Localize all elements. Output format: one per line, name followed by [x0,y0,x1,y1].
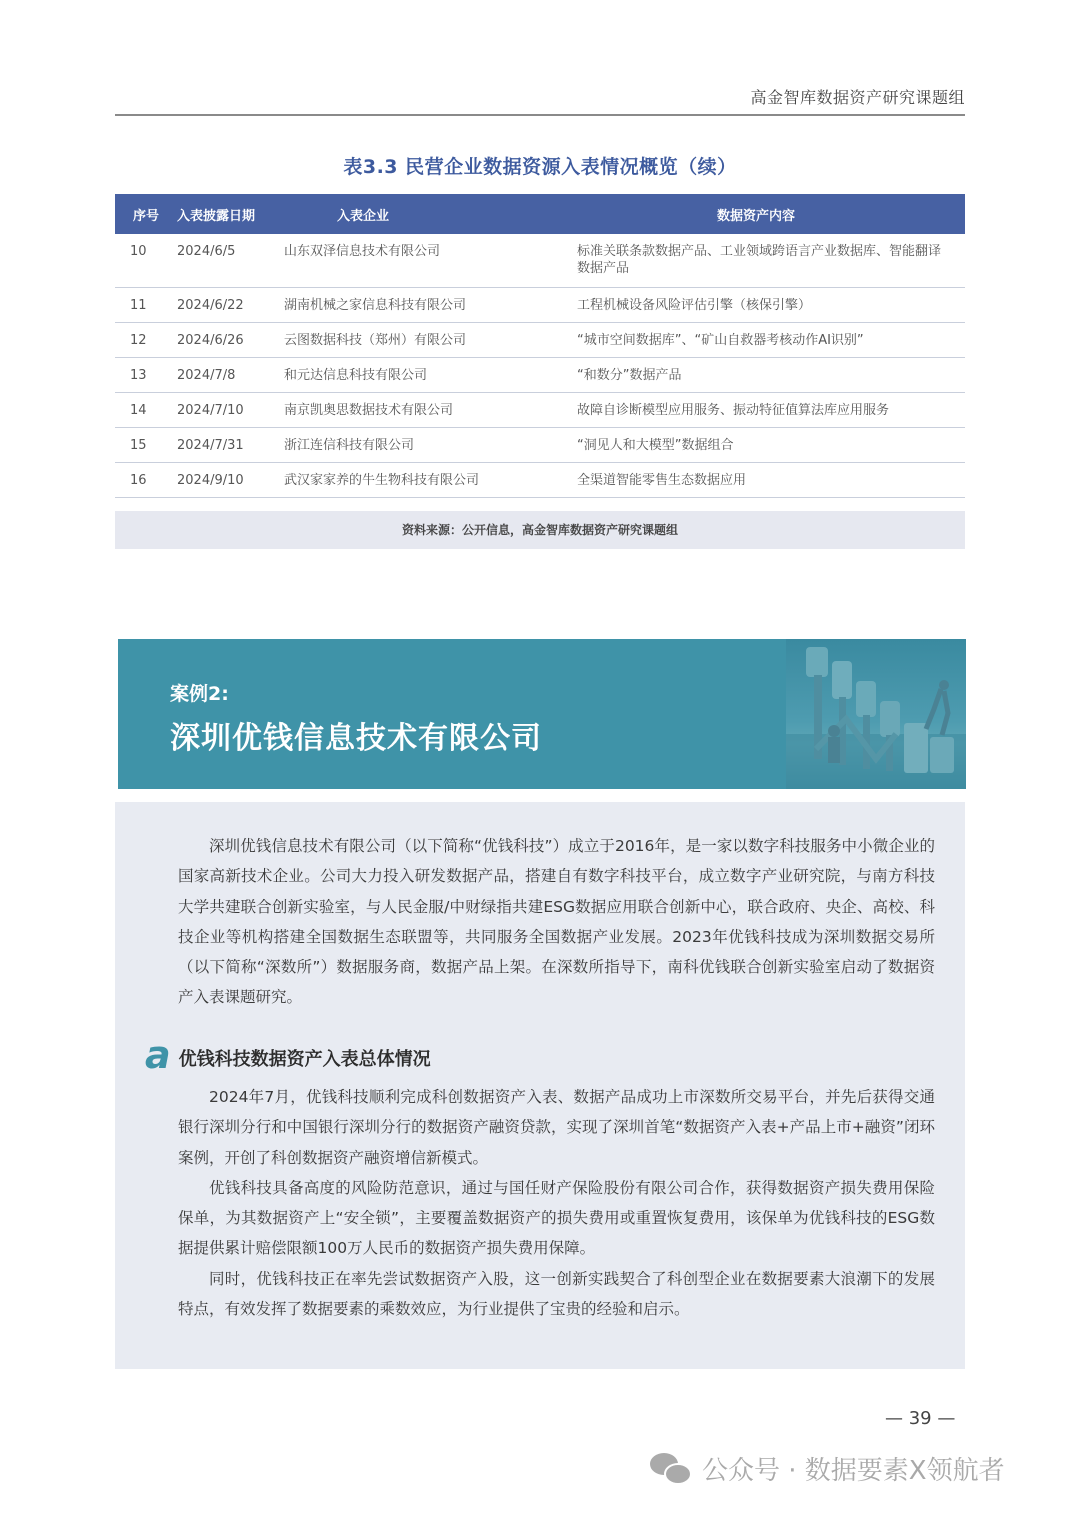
cell-company: 南京凯奥思数据技术有限公司 [284,392,577,427]
cell-company: 山东双泽信息技术有限公司 [284,234,577,287]
cell-content: “洞见人和大模型”数据组合 [577,427,965,462]
section-paragraph: 优钱科技具备高度的风险防范意识，通过与国任财产保险股份有限公司合作，获得数据资产损失费用保险保单，为其数据资产上“安全锁”，主要覆盖数据资产的损失费用或重置恢复费用，该保单为优钱科技的ESG数据提供累计赔偿限额100万人民币的数据资产损失费用保障。 [178,1178,935,1258]
cell-no: 13 [115,357,177,392]
cell-date: 2024/9/10 [177,462,284,497]
cell-date: 2024/7/31 [177,427,284,462]
cell-company: 武汉家家养的牛生物科技有限公司 [284,462,577,497]
cell-date: 2024/6/5 [177,234,284,287]
running-header [115,84,965,116]
cell-date: 2024/7/8 [177,357,284,392]
table-row [115,287,965,322]
section-paragraph: 同时，优钱科技正在率先尝试数据资产入股，这一创新实践契合了科创型企业在数据要素大浪潮下的发展特点，有效发挥了数据要素的乘数效应，为行业提供了宝贵的经验和启示。 [178,1269,935,1319]
cell-content: “城市空间数据库”、“矿山自救器考核动作AI识别” [577,322,965,357]
page-number: — 39 — [885,1408,956,1429]
cell-content: “和数分”数据产品 [577,357,965,392]
cell-content: 标准关联条款数据产品、工业领域跨语言产业数据库、智能翻译数据产品 [577,234,965,287]
coins-illustration-image [786,639,966,789]
cell-date: 2024/7/10 [177,392,284,427]
cell-company: 和元达信息科技有限公司 [284,357,577,392]
enterprise-data-table [115,194,965,498]
cell-no: 16 [115,462,177,497]
table-row [115,357,965,392]
table-row [115,462,965,497]
section-heading [145,1033,431,1077]
wechat-icon [650,1451,696,1487]
col-header-company: 入表企业 [337,208,390,224]
section-title: 优钱科技数据资产入表总体情况 [178,1049,431,1070]
table-source-note: 资料来源：公开信息，高金智库数据资产研究课题组 [115,511,965,549]
col-header-date: 入表披露日期 [177,208,256,224]
section-letter-icon: a [145,1033,171,1077]
cell-date: 2024/6/22 [177,287,284,322]
table-row [115,427,965,462]
table-row [115,392,965,427]
cell-content: 全渠道智能零售生态数据应用 [577,462,965,497]
section-body [178,1082,935,1324]
intro-text: 深圳优钱信息技术有限公司（以下简称“优钱科技”）成立于2016年，是一家以数字科技服务中小微企业的国家高新技术企业。公司大力投入研发数据产品，搭建自有数字科技平台，成立数字产业研究院，与南方科技大学共建联合创新实验室，与人民金服/中财绿指共建ESG数据应用联合创新中心，联合政府、央企、高校、科技企业等机构搭建全国数据生态联盟等，共同服务全国数据产业发展。2023年优钱科技成为深圳数据交易所（以下简称“深数所”）数据服务商，数据产品上架。在深数所指导下，南科优钱联合创新实验室启动了数据资产入表课题研究。 [178,837,935,1007]
table-row [115,322,965,357]
cell-date: 2024/6/26 [177,322,284,357]
section-paragraph: 2024年7月，优钱科技顺利完成科创数据资产入表、数据产品成功上市深数所交易平台，并先后获得交通银行深圳分行和中国银行深圳分行的数据资产融资贷款，实现了深圳首笔“数据资产入表+产品上市+融资”闭环案例，开创了科创数据资产融资增信新模式。 [178,1088,935,1167]
case-banner [118,639,966,789]
cell-no: 11 [115,287,177,322]
table-title: 表3.3 民营企业数据资源入表情况概览（续） [343,156,737,178]
watermark [650,1450,1005,1487]
cell-no: 12 [115,322,177,357]
watermark-text: 公众号 · 数据要素X领航者 [702,1456,1005,1486]
case-intro-paragraph [178,831,935,1013]
col-header-content: 数据资产内容 [717,208,796,224]
col-header-no: 序号 [133,208,160,224]
cell-no: 10 [115,234,177,287]
cell-company: 云图数据科技（郑州）有限公司 [284,322,577,357]
case-title: 深圳优钱信息技术有限公司 [170,721,542,756]
table-row [115,234,965,287]
cell-no: 15 [115,427,177,462]
header-org: 高金智库数据资产研究课题组 [750,88,965,107]
case-label: 案例2: [170,683,229,705]
cell-no: 14 [115,392,177,427]
cell-content: 故障自诊断模型应用服务、振动特征值算法库应用服务 [577,392,965,427]
cell-company: 浙江连信科技有限公司 [284,427,577,462]
cell-content: 工程机械设备风险评估引擎（核保引擎） [577,287,965,322]
table-header-row [115,194,965,234]
cell-company: 湖南机械之家信息科技有限公司 [284,287,577,322]
